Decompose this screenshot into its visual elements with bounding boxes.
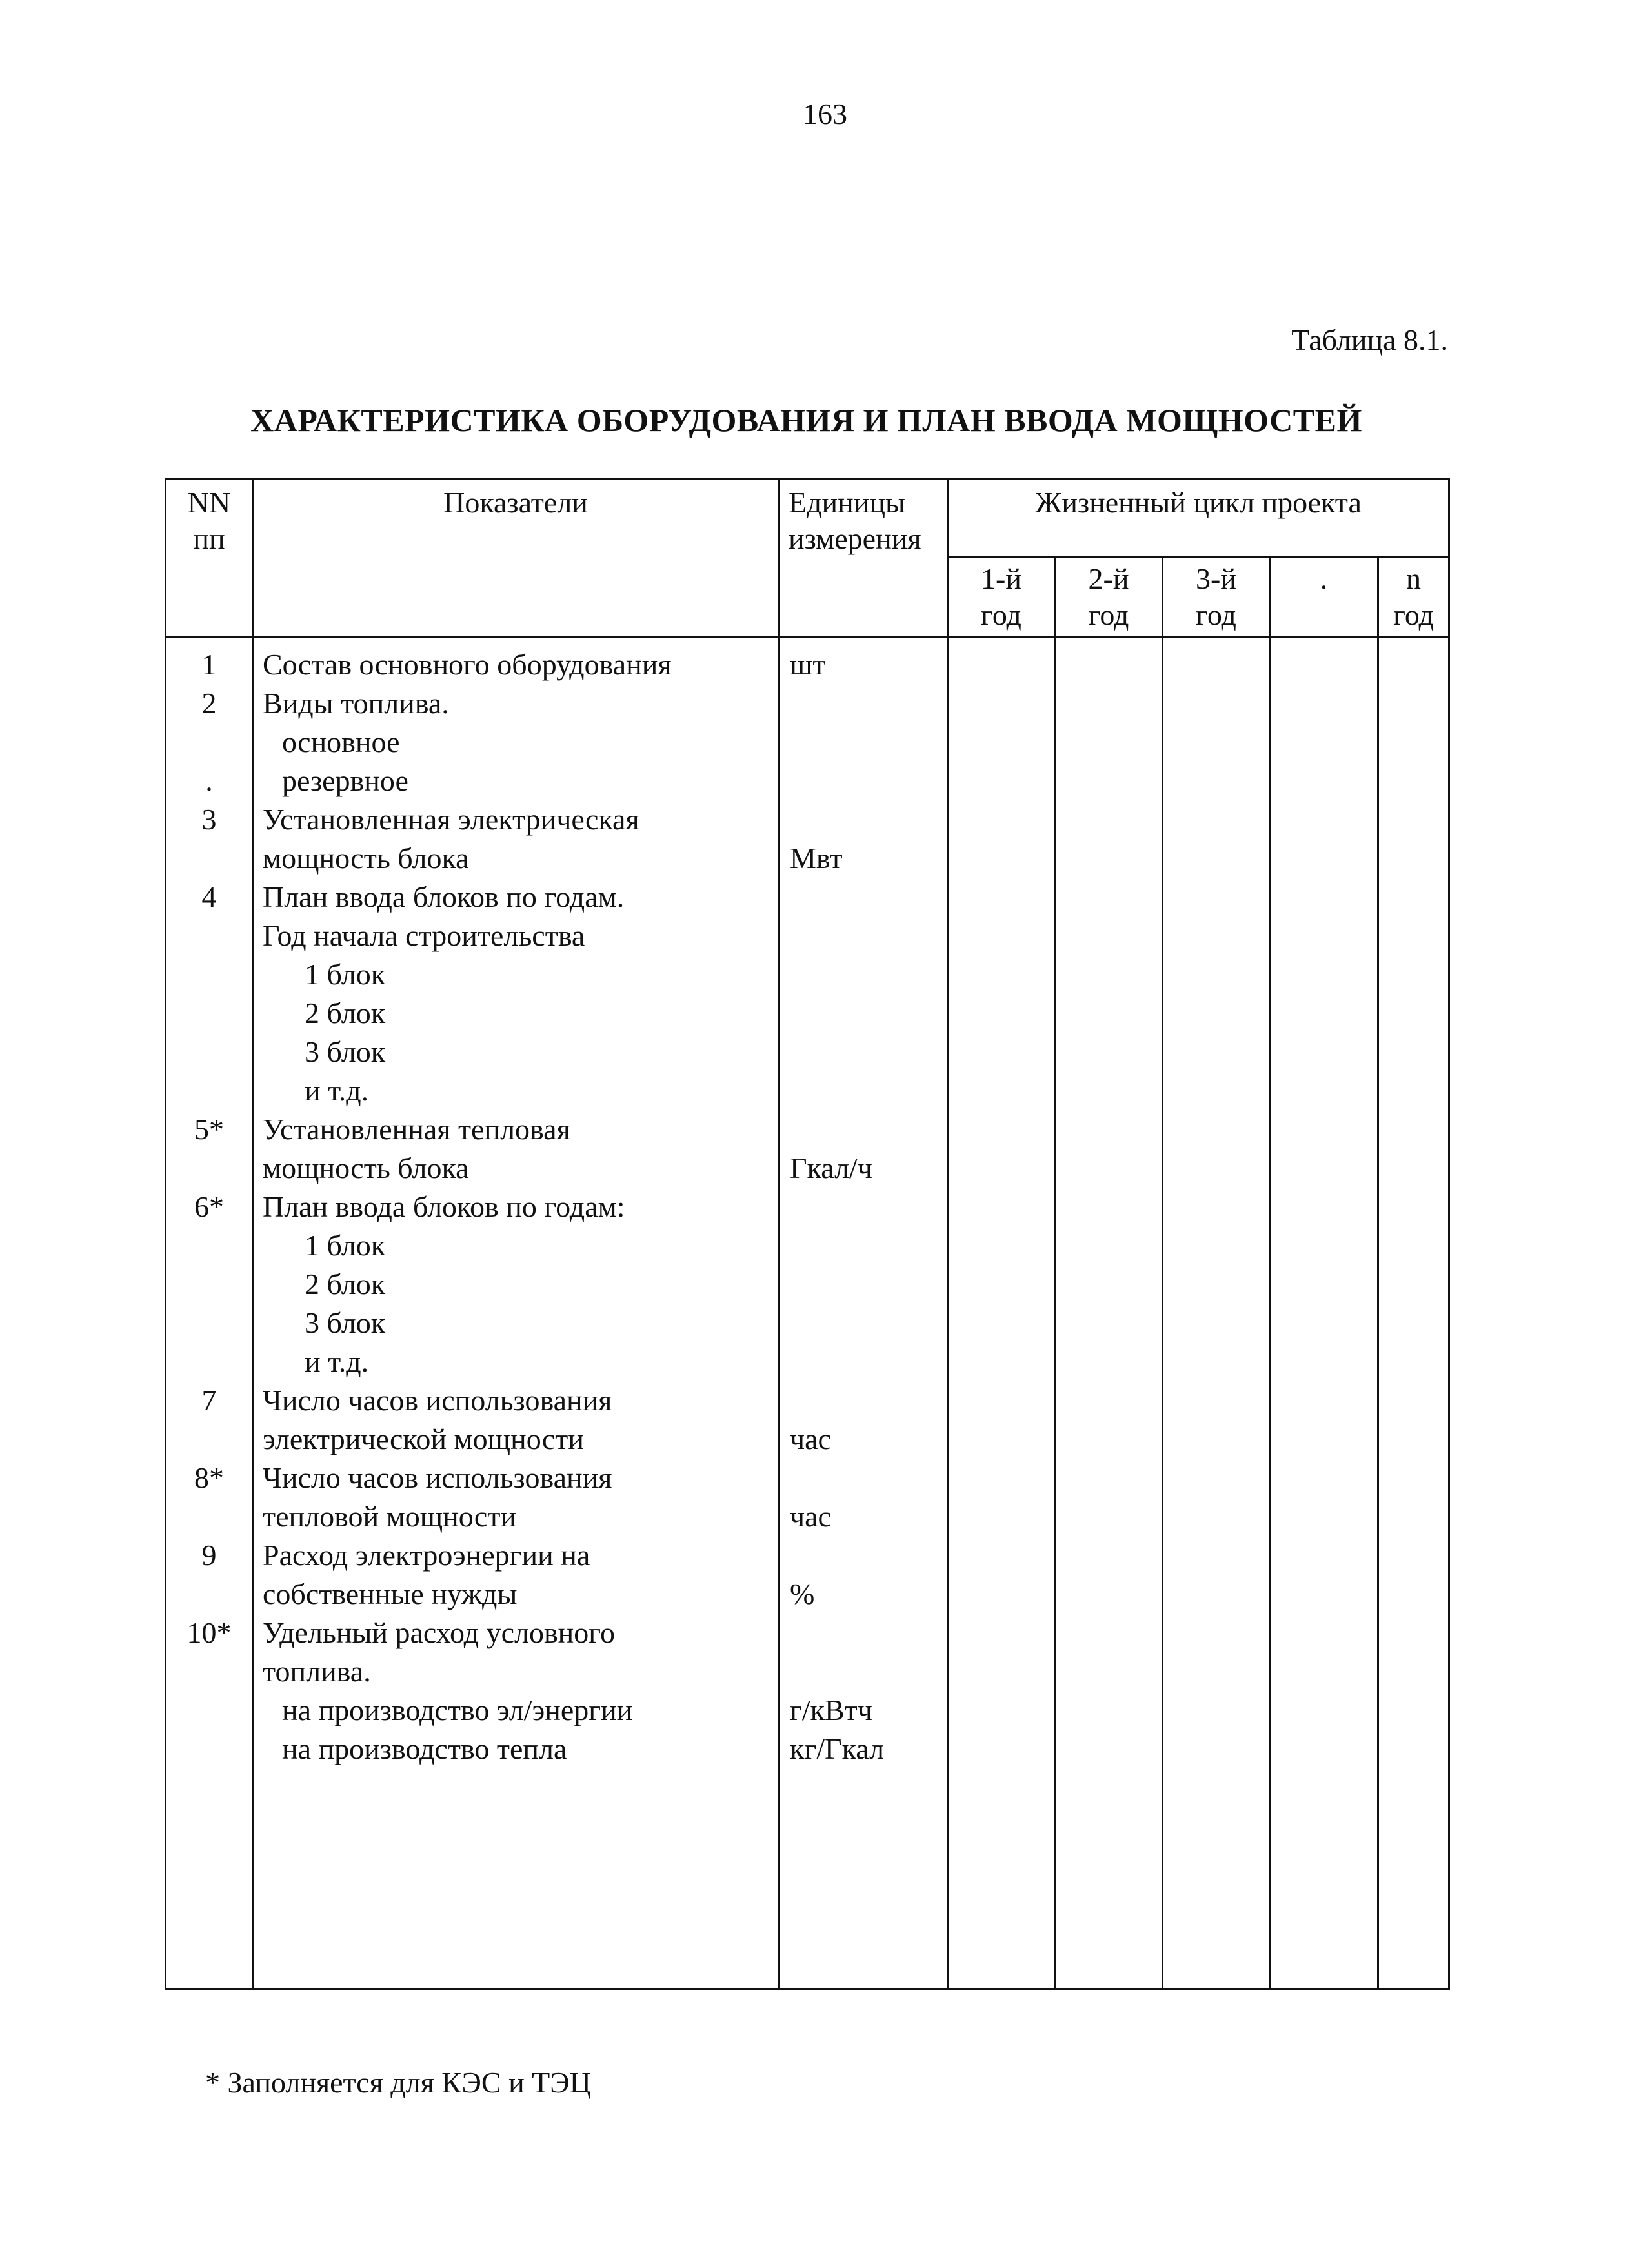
- indicator-text: основное: [282, 725, 400, 758]
- unit-text: [780, 684, 947, 723]
- header-units-label-2: измерения: [789, 522, 921, 555]
- indicator-text: на производство тепла: [282, 1732, 567, 1765]
- header-units-label-1: Единицы: [789, 486, 905, 519]
- line-number: 3: [201, 803, 217, 836]
- unit-text: [780, 1188, 947, 1226]
- line-number: [166, 1071, 252, 1110]
- unit-text: [780, 994, 947, 1033]
- line-number: .: [205, 764, 213, 797]
- year-ellipsis-cell: [1270, 558, 1378, 637]
- line-number: [166, 1420, 252, 1459]
- unit-text: [780, 916, 947, 955]
- header-indicators-cell: [253, 479, 779, 637]
- indicator-text: 2 блок: [305, 997, 386, 1029]
- indicator-text: 2 блок: [305, 1268, 386, 1301]
- unit-text: [780, 955, 947, 994]
- line-number: 5*: [194, 1113, 224, 1146]
- unit-text: час: [790, 1500, 831, 1533]
- page-title: ХАРАКТЕРИСТИКА ОБОРУДОВАНИЯ И ПЛАН ВВОДА МОЩНОСТЕЙ: [250, 402, 1362, 438]
- unit-text: [780, 1614, 947, 1652]
- line-number: 10*: [186, 1616, 232, 1649]
- unit-text: [780, 1304, 947, 1342]
- body-indicators-column: [253, 637, 779, 1989]
- unit-text: %: [790, 1577, 815, 1610]
- indicator-text: Число часов использования: [263, 1461, 612, 1494]
- line-number: [166, 916, 252, 955]
- indicator-lines: [254, 645, 778, 1768]
- unit-text: [780, 1381, 947, 1420]
- unit-text: [780, 878, 947, 916]
- line-number: [166, 1497, 252, 1536]
- body-year-2-column: [1055, 637, 1163, 1989]
- indicator-text: мощность блока: [263, 1151, 469, 1184]
- unit-text: [780, 1652, 947, 1691]
- unit-text: шт: [790, 648, 826, 681]
- indicator-text: Расход электроэнергии на: [263, 1539, 590, 1572]
- indicator-text: на производство эл/энергии: [282, 1694, 633, 1726]
- year-3-top: 3-й: [1196, 562, 1236, 595]
- indicator-text: 3 блок: [305, 1035, 386, 1068]
- year-n-top: n: [1406, 562, 1421, 595]
- line-number: 9: [201, 1539, 217, 1572]
- year-1-top: 1-й: [981, 562, 1021, 595]
- unit-text: г/кВтч: [790, 1694, 872, 1726]
- unit-text: Гкал/ч: [790, 1151, 872, 1184]
- line-number: [166, 1226, 252, 1265]
- header-indicators-label: Показатели: [443, 486, 588, 519]
- unit-text: [780, 1110, 947, 1149]
- header-units-cell: [779, 479, 948, 637]
- unit-text: [780, 1459, 947, 1497]
- year-1-bottom: год: [981, 598, 1021, 631]
- body-year-1-column: [948, 637, 1055, 1989]
- indicator-text: мощность блока: [263, 842, 469, 875]
- unit-lines: [780, 645, 947, 1768]
- unit-text: [780, 1265, 947, 1304]
- body-year-ellipsis-column: [1270, 637, 1378, 1989]
- year-n-cell: [1378, 558, 1449, 637]
- indicator-text: 1 блок: [305, 1229, 386, 1262]
- indicator-text: Удельный расход условного: [263, 1616, 616, 1649]
- indicator-text: 3 блок: [305, 1306, 386, 1339]
- header-num-label-2: пп: [193, 522, 225, 555]
- header-lifecycle-label: Жизненный цикл проекта: [1035, 486, 1362, 519]
- indicator-text: и т.д.: [305, 1345, 369, 1378]
- indicator-text: Состав основного оборудования: [263, 648, 672, 681]
- unit-text: [780, 762, 947, 800]
- body-num-column: [166, 637, 253, 1989]
- year-2-cell: [1055, 558, 1163, 637]
- header-row-1: [166, 479, 1449, 558]
- indicator-text: Число часов использования: [263, 1384, 612, 1417]
- year-n-bottom: год: [1393, 598, 1434, 631]
- line-number: [166, 1033, 252, 1071]
- unit-text: [780, 723, 947, 762]
- equipment-table: [165, 478, 1450, 1990]
- line-number: [166, 1265, 252, 1304]
- line-number: [166, 1304, 252, 1342]
- header-lifecycle-cell: [948, 479, 1449, 558]
- line-number: 1: [201, 648, 217, 681]
- line-number: 7: [201, 1384, 217, 1417]
- year-3-cell: [1163, 558, 1270, 637]
- unit-text: [780, 1226, 947, 1265]
- line-number: 8*: [194, 1461, 224, 1494]
- unit-text: Мвт: [790, 842, 843, 875]
- indicator-text: Виды топлива.: [263, 687, 449, 720]
- indicator-text: Год начала строительства: [263, 919, 585, 952]
- table-body-row: [166, 637, 1449, 1989]
- line-number: [166, 1730, 252, 1768]
- body-units-column: [779, 637, 948, 1989]
- unit-text: [780, 1033, 947, 1071]
- indicator-text: собственные нужды: [263, 1577, 518, 1610]
- indicator-text: резервное: [282, 764, 408, 797]
- unit-text: кг/Гкал: [790, 1732, 885, 1765]
- num-lines: [166, 645, 252, 1768]
- unit-text: [780, 1536, 947, 1575]
- indicator-text: тепловой мощности: [263, 1500, 517, 1533]
- indicator-text: электрической мощности: [263, 1423, 584, 1455]
- header-num-cell: [166, 479, 253, 637]
- unit-text: [780, 1342, 947, 1381]
- year-2-bottom: год: [1088, 598, 1129, 631]
- line-number: [166, 1691, 252, 1730]
- line-number: [166, 723, 252, 762]
- indicator-text: Установленная тепловая: [263, 1113, 570, 1146]
- year-2-top: 2-й: [1088, 562, 1129, 595]
- unit-text: [780, 1071, 947, 1110]
- year-3-bottom: год: [1196, 598, 1236, 631]
- line-number: 6*: [194, 1190, 224, 1223]
- line-number: [166, 839, 252, 878]
- page-number: 163: [803, 97, 847, 130]
- body-year-n-column: [1378, 637, 1449, 1989]
- indicator-text: топлива.: [263, 1655, 371, 1688]
- body-year-3-column: [1163, 637, 1270, 1989]
- footnote: * Заполняется для КЭС и ТЭЦ: [205, 2066, 591, 2099]
- line-number: 2: [201, 687, 217, 720]
- year-1-cell: [948, 558, 1055, 637]
- unit-text: [780, 800, 947, 839]
- line-number: [166, 1575, 252, 1614]
- indicator-text: План ввода блоков по годам.: [263, 880, 625, 913]
- line-number: [166, 1652, 252, 1691]
- indicator-text: План ввода блоков по годам:: [263, 1190, 625, 1223]
- indicator-text: 1 блок: [305, 958, 386, 991]
- line-number: [166, 1149, 252, 1188]
- line-number: [166, 994, 252, 1033]
- indicator-text: Установленная электрическая: [263, 803, 639, 836]
- header-num-label-1: NN: [187, 486, 231, 519]
- line-number: [166, 955, 252, 994]
- indicator-text: и т.д.: [305, 1074, 369, 1107]
- unit-text: час: [790, 1423, 831, 1455]
- line-number: 4: [201, 880, 217, 913]
- line-number: [166, 1342, 252, 1381]
- table-caption: Таблица 8.1.: [1291, 323, 1448, 356]
- year-ellipsis-top: .: [1320, 562, 1328, 595]
